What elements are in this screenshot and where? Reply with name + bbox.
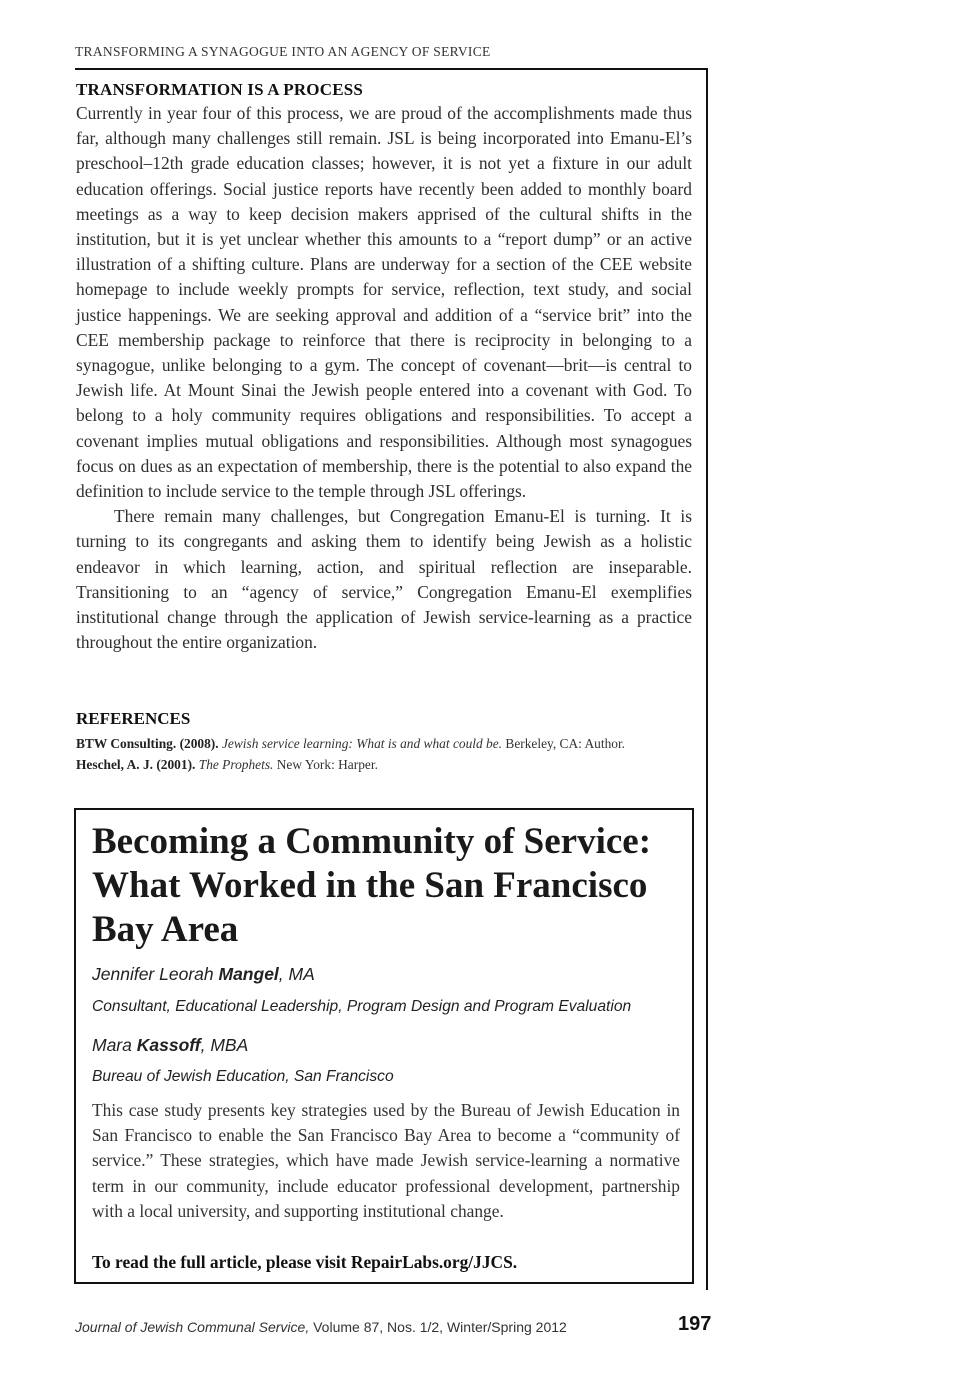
author-1-given: Jennifer Leorah <box>92 964 214 984</box>
page-number: 197 <box>678 1313 712 1335</box>
references-heading: REFERENCES <box>76 709 191 728</box>
author-1-credential: , MA <box>278 964 315 984</box>
journal-name: Journal of Jewish Communal Service, <box>75 1319 310 1335</box>
full-article-link[interactable]: To read the full article, please visit RepairLabs.org/JJCS. <box>92 1252 518 1272</box>
reference-title: The Prophets. <box>198 757 274 772</box>
running-head: TRANSFORMING A SYNAGOGUE INTO AN AGENCY OF SERVICE <box>75 44 491 59</box>
reference-item <box>76 733 706 754</box>
reference-title: Jewish service learning: What is and what could be. <box>221 736 503 751</box>
reference-author: Heschel, A. J. (2001). <box>76 757 196 772</box>
reference-item <box>76 754 706 775</box>
author-1-surname: Mangel <box>218 964 279 984</box>
reference-author: BTW Consulting. (2008). <box>76 736 219 751</box>
body-text <box>76 101 692 655</box>
feature-box <box>74 808 694 1284</box>
affiliation-1: Consultant, Educational Leadership, Program Design and Program Evaluation <box>92 998 632 1015</box>
right-rule <box>706 68 708 1290</box>
paragraph-1: Currently in year four of this process, we are proud of the accomplishments made thus far, although many challenges still remain. JSL is being incorporated into Emanu-El’s preschool–12th grade education classes; however, it is not yet a fixture in our adult education offerings. Social justice reports have recently been added to monthly board meetings as a way to keep decision makers apprised of the cultural shifts in the institution, but it is yet unclear whether this amounts to a “report dump” or an active illustration of a shifting culture. Plans are underway for a section of the CEE website homepage to include weekly prompts for service, reflection, text study, and social justice happenings. We are seeking approval and addition of a “service brit” into the CEE membership package to reinforce that there is reciprocity in belonging to a synagogue, unlike belonging to a gym. The concept of covenant—brit—is central to Jewish life. At Mount Sinai the Jewish people entered into a covenant with God. To belong to a holy community requires obligations and responsibilities. To accept a covenant implies mutual obligations and responsibilities. Although most synagogues focus on dues as an expectation of membership, there is the potential to also expand the definition to include service to the temple through JSL offerings. <box>76 103 692 502</box>
reference-publisher: Berkeley, CA: Author. <box>505 736 626 751</box>
issue-info: Volume 87, Nos. 1/2, Winter/Spring 2012 <box>313 1319 567 1335</box>
abstract: This case study presents key strategies used by the Bureau of Jewish Education in San Francisco to enable the San Francisco Bay Area to become a “community of service.” These strategies, which have made Jewish service-learning a normative term in our community, include educator professional development, partnership with a local university, and supporting institutional change. <box>92 1100 680 1221</box>
author-2-surname: Kassoff <box>136 1035 201 1055</box>
author-2-credential: , MBA <box>200 1035 249 1055</box>
author-2-given: Mara <box>92 1035 132 1055</box>
paragraph-2: There remain many challenges, but Congregation Emanu-El is turning. It is turning to its congregants and asking them to identify being Jewish as a holistic endeavor in which learning, action, and spiritual reflection are inseparable. Transitioning to an “agency of service,” Congregation Emanu-El exemplifies institutional change through the application of Jewish service-learning as a practice throughout the entire organization. <box>76 506 692 653</box>
page-footer <box>75 1319 567 1335</box>
section-heading: TRANSFORMATION IS A PROCESS <box>76 80 364 99</box>
author-2 <box>92 1035 248 1056</box>
references-list <box>76 733 706 775</box>
feature-title: Becoming a Community of Service: What Worked in the San Francisco Bay Area <box>92 821 652 950</box>
reference-publisher: New York: Harper. <box>276 757 378 772</box>
author-1 <box>92 964 315 985</box>
affiliation-2: Bureau of Jewish Education, San Francisco <box>92 1068 394 1085</box>
top-rule <box>75 68 708 70</box>
